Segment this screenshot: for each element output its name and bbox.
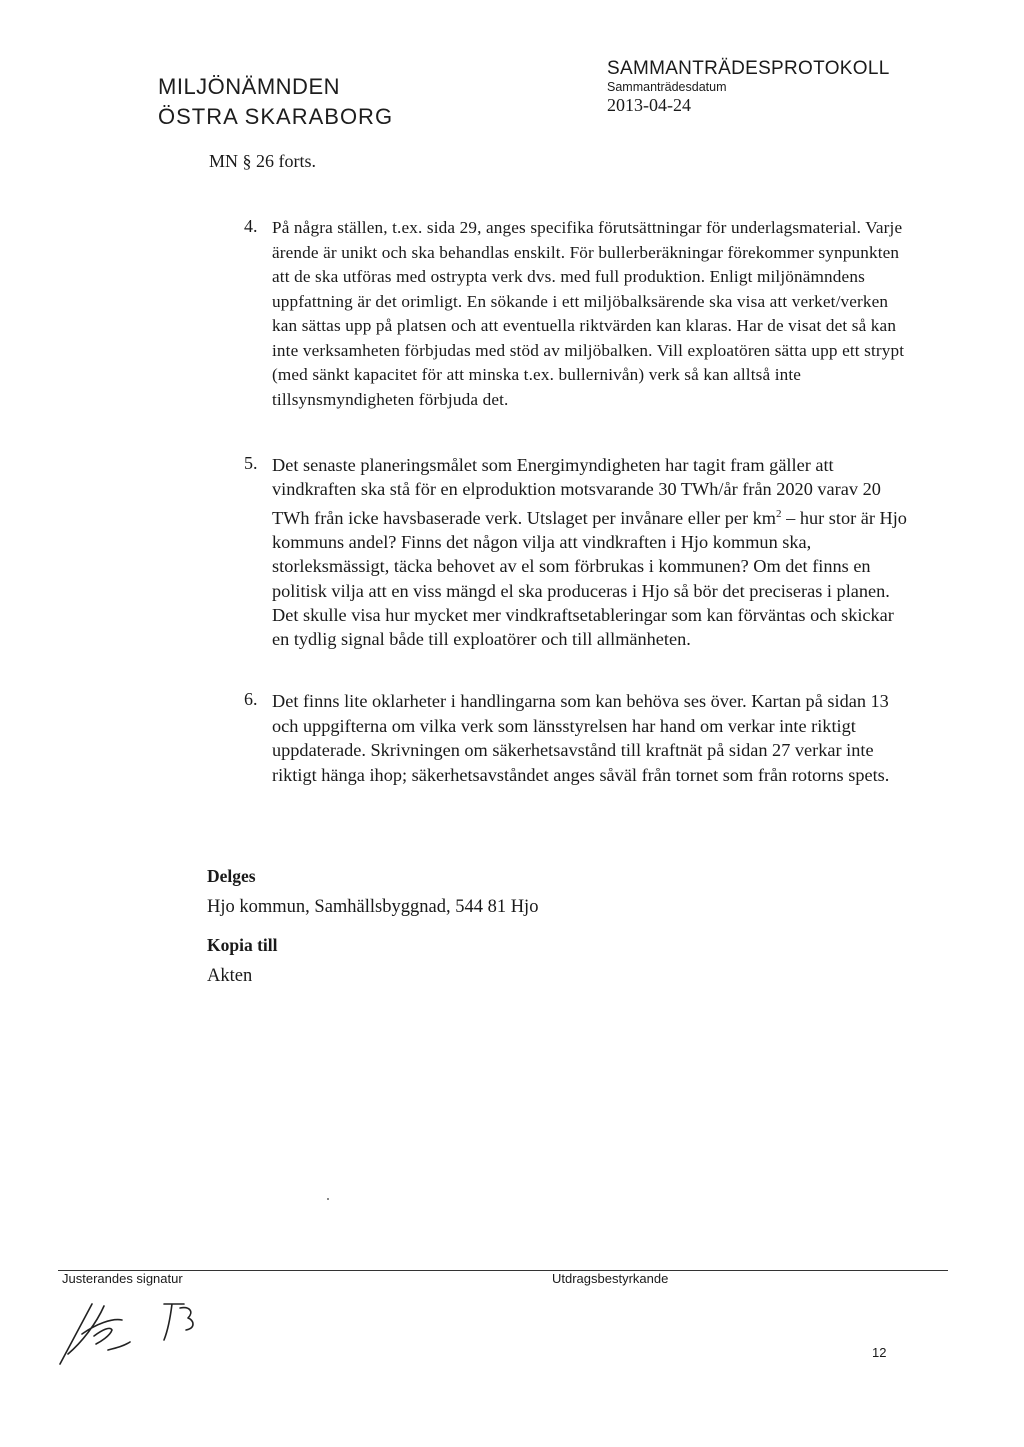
- item-text: På några ställen, t.ex. sida 29, anges specifika förutsättningar för underlagsmaterial. Varje ärende är unikt och ska behandlas enskilt. För bullerberäkningar förekommer synpunkten att de ska utföras med ostrypta verk dvs. med full produktion. Enligt miljönämndens uppfattning är det orimligt. En sökande i ett miljöbalksärende ska visa att verket/verken kan sättas upp på platsen och att eventuella riktvärden kan klaras. Har de visat det så kan inte verksamheten förbjudas med stöd av miljöbalken. Vill exploatören sätta upp ett strypt (med sänkt kapacitet för att minska t.ex. bullernivån) verk så kan alltså inte tillsynsmyndigheten förbjuda det.: [272, 218, 905, 409]
- superscript-two: 2: [776, 507, 782, 520]
- footer-rule: [58, 1270, 948, 1271]
- page-number: 12: [872, 1345, 887, 1360]
- section-reference: MN § 26 forts.: [209, 151, 316, 171]
- item-text: [272, 453, 912, 651]
- meeting-date: 2013-04-24: [607, 95, 691, 115]
- document-type: SAMMANTRÄDESPROTOKOLL: [607, 58, 890, 79]
- org-name-line1: MILJÖNÄMNDEN: [158, 74, 341, 99]
- item-text-part2: – hur stor är Hjo kommuns andel? Finns det någon vilja att vindkraften i Hjo kommun ska, storleksmässigt, täcka behovet av el som förbrukas i kommunen? Om det finns en politisk vilja att en viss mängd el ska produceras i Hjo så bör det preciseras i planen. Det skulle visa hur mycket mer vindkraftsetableringar som kan förväntas och skickar en tydlig signal både till exploatörer och till allmänheten.: [272, 507, 907, 650]
- extract-certification-label: Utdragsbestyrkande: [552, 1271, 669, 1286]
- item-text-part1: Det senaste planeringsmålet som Energimyndigheten har tagit fram gäller att vindkraften ska stå för en elproduktion motsvarande 30 TWh/år från 2020 varav 20 TWh från icke havsbaserade verk. Utslaget per invånare eller per km: [272, 455, 881, 528]
- item-number: 6.: [244, 689, 258, 709]
- item-text: Det finns lite oklarheter i handlingarna som kan behöva ses över. Kartan på sidan 13 och uppgifterna om vilka verk som länsstyrelsen har hand om verkar inte riktigt uppdaterade. Skrivningen om säkerhetsavstånd till kraftnät på sidan 27 verkar inte riktigt hänga ihop; säkerhetsavståndet anges såväl från tornet som från rotorns spets.: [272, 691, 890, 785]
- item-number: 4.: [244, 216, 258, 236]
- delges-recipient: Hjo kommun, Samhällsbyggnad, 544 81 Hjo: [207, 897, 539, 917]
- kopia-heading: Kopia till: [207, 935, 278, 955]
- signature-label: Justerandes signatur: [62, 1271, 183, 1286]
- meeting-date-label: Sammanträdesdatum: [607, 80, 727, 94]
- org-name-line2: ÖSTRA SKARABORG: [158, 104, 394, 129]
- kopia-recipient: Akten: [207, 966, 253, 986]
- item-number: 5.: [244, 453, 258, 473]
- handwritten-signature: [52, 1296, 222, 1368]
- scan-speck: [327, 1198, 329, 1200]
- delges-heading: Delges: [207, 866, 256, 886]
